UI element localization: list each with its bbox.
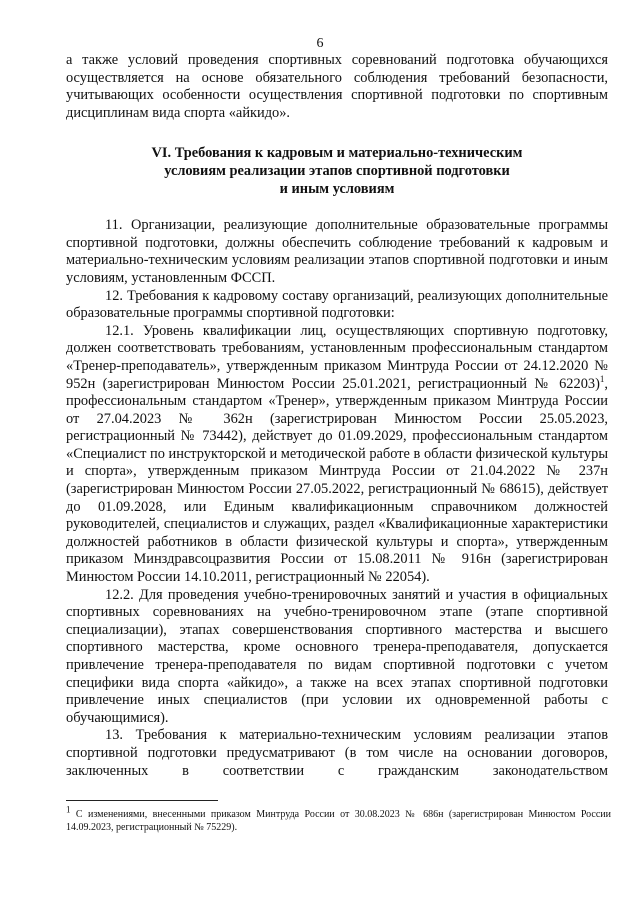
footnote-text: С изменениями, внесенными приказом Минтруда России от 30.08.2023 № 686н (зарегистрирован Минюстом России 14.09.2023, регистрационный № 75229).	[66, 809, 611, 833]
intro-paragraph: а также условий проведения спортивных соревнований подготовка обучающихся осуществляется на основе обязательного соблюдения требований безопасности, учитывающих особенности осуществления спортивной подготовки по спортивным дисциплинам вида спорта «айкидо».	[66, 52, 608, 121]
footnote-marker: 1	[66, 804, 71, 815]
section-heading	[66, 145, 608, 198]
paragraph-12-1-part-b: , профессиональным стандартом «Тренер», утвержденным приказом Минтруда России от 27.04.2023 № 362н (зарегистрирован Минюстом России 25.05.2023, регистрационный № 73442), действует до 01.09.2029, профессиональным стандартом «Специалист по инструкторской и методической работе в области физической культуры и спорта», утвержденным приказом Минтруда России от 21.04.2022 № 237н (зарегистрирован Минюстом России 27.05.2022, регистрационный № 68615), действует до 01.09.2028, или Единым квалификационным справочником должностей руководителей, специалистов и служащих, раздел «Квалификационные характеристики должностей работников в области физической культуры и спорта», утвержденным приказом Минздравсоцразвития России от 15.08.2011 № 916н (зарегистрирован Минюстом России 14.10.2011, регистрационный № 22054).	[66, 375, 608, 586]
page-number: 6	[316, 36, 324, 51]
paragraph-12-1	[66, 323, 608, 587]
paragraph-11: 11. Организации, реализующие дополнительные образовательные программы спортивной подготовки, должны обеспечить соблюдение требований к кадровым и материально-техническим условиям реализации этапов спортивной подготовки и иным условиям, установленным ФССП.	[66, 217, 608, 286]
paragraph-12-2: 12.2. Для проведения учебно-тренировочных занятий и участия в официальных спортивных соревнованиях на учебно-тренировочном этапе (этапе спортивной специализации), этапах совершенствования спортивного мастерства и высшего спортивного мастерства, кроме основного тренера-преподавателя, допускается привлечение тренера-преподавателя по видам спортивной подготовки с учетом специфики вида спорта «айкидо», а также на всех этапах спортивной подготовки привлечение иных специалистов (при условии их одновременной работы с обучающимися).	[66, 586, 608, 726]
footnote-divider	[66, 800, 218, 801]
section-title-line-2: условиям реализации этапов спортивной подготовки	[164, 162, 510, 179]
paragraph-12-1-part-a: 12.1. Уровень квалификации лиц, осуществляющих спортивную подготовку, должен соответствовать требованиям, установленным профессиональным стандартом «Тренер-преподаватель», утвержденным приказом Минтруда России от 24.12.2020 № 952н (зарегистрирован Минюстом России 25.01.2021, регистрационный № 62203)	[66, 322, 608, 392]
section-title-line-1: VI. Требования к кадровым и материально-техническим	[151, 145, 523, 162]
footnote-reference: 1	[599, 373, 605, 384]
paragraph-13: 13. Требования к материально-техническим условиям реализации этапов спортивной подготовки предусматривают (в том числе на основании договоров, заключенных в соответствии с гражданским законодательством	[66, 727, 608, 779]
section-title-line-3: и иным условиям	[279, 180, 395, 197]
page-body	[66, 52, 608, 780]
paragraph-12: 12. Требования к кадровому составу организаций, реализующих дополнительные образовательные программы спортивной подготовки:	[66, 287, 608, 322]
footnote	[66, 804, 611, 834]
